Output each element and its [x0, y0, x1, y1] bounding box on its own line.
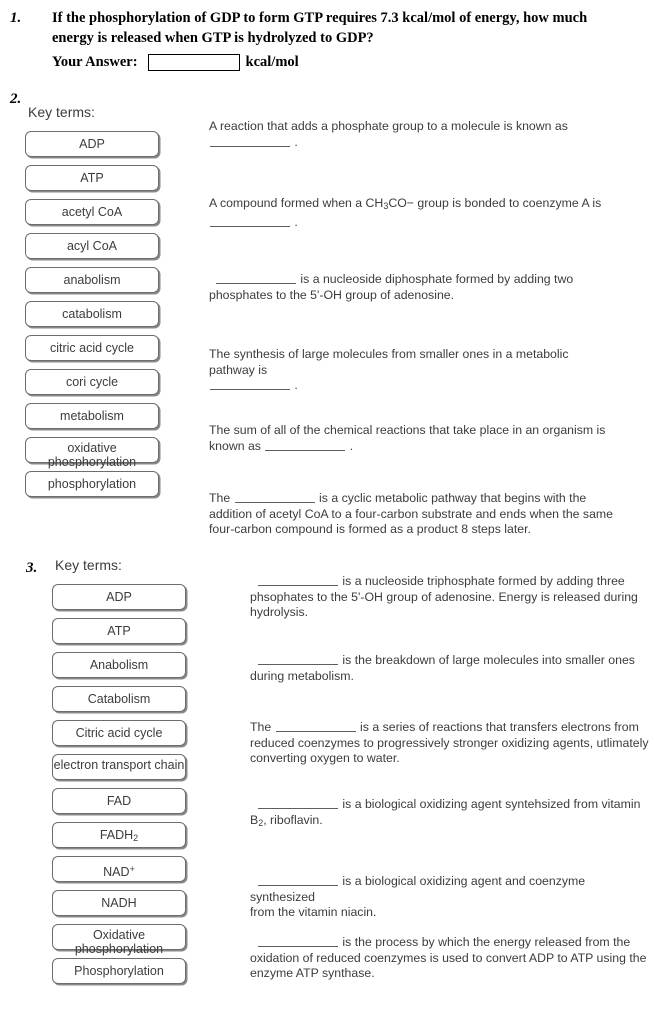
term-box[interactable]: anabolism — [25, 267, 159, 293]
question-2-number: 2. — [10, 91, 22, 107]
answer-blank[interactable] — [235, 491, 315, 503]
answer-unit-label: kcal/mol — [245, 54, 299, 70]
term-box[interactable]: Citric acid cycle — [52, 720, 186, 746]
answer-blank[interactable] — [258, 874, 338, 886]
term-box[interactable]: Anabolism — [52, 652, 186, 678]
question-2-prompt: The synthesis of large molecules from smaller ones in a metabolic pathway is . — [209, 347, 569, 392]
question-3-number: 3. — [26, 560, 38, 576]
term-box[interactable]: ATP — [25, 165, 159, 191]
answer-blank[interactable] — [210, 215, 290, 227]
answer-input[interactable] — [148, 54, 240, 71]
term-box[interactable]: Oxidative phosphorylation — [52, 924, 186, 950]
term-box[interactable]: oxidative phosphorylation — [25, 437, 159, 463]
question-2-prompt: A reaction that adds a phosphate group to a molecule is known as . — [209, 119, 568, 149]
term-box[interactable]: acyl CoA — [25, 233, 159, 259]
question-3-prompt: is the breakdown of large molecules into smaller ones during metabolism. — [250, 653, 635, 683]
question-1-text: If the phosphorylation of GDP to form GTP requires 7.3 kcal/mol of energy, how much energy is released when GTP is hydrolyzed to GDP? — [52, 10, 588, 46]
answer-blank[interactable] — [258, 935, 338, 947]
answer-blank[interactable] — [265, 439, 345, 451]
answer-blank[interactable] — [210, 135, 290, 147]
term-box[interactable]: ADP — [52, 584, 186, 610]
question-3-prompt: is the process by which the energy released from the oxidation of reduced coenzymes is used to convert ADP to ATP using the enzyme ATP synthase. — [250, 935, 647, 980]
answer-blank[interactable] — [258, 574, 338, 586]
question-3-prompt: is a nucleoside triphosphate formed by adding three phsophates to the 5'-OH group of adenosine. Energy is released during hydrolysis. — [250, 574, 638, 619]
term-box[interactable]: phosphorylation — [25, 471, 159, 497]
answer-blank[interactable] — [276, 720, 356, 732]
question-1-answer-row — [52, 54, 632, 71]
question-3-prompt: The is a series of reactions that transfers electrons from reduced coenzymes to progressively stronger oxidizing agents, utlimately converting oxygen to water. — [250, 720, 649, 765]
question-2-prompt: The sum of all of the chemical reactions that take place in an organism is known as . — [209, 423, 606, 453]
term-box[interactable]: FAD — [52, 788, 186, 814]
answer-blank[interactable] — [258, 797, 338, 809]
answer-blank[interactable] — [216, 272, 296, 284]
term-box[interactable]: Phosphorylation — [52, 958, 186, 984]
question-2-prompt: is a nucleoside diphosphate formed by adding two phosphates to the 5'-OH group of adenosine. — [209, 272, 574, 302]
your-answer-label: Your Answer: — [52, 54, 138, 70]
term-box[interactable]: NAD+ — [52, 856, 186, 882]
term-box[interactable]: Catabolism — [52, 686, 186, 712]
term-box[interactable]: NADH — [52, 890, 186, 916]
term-box[interactable]: citric acid cycle — [25, 335, 159, 361]
term-box[interactable]: cori cycle — [25, 369, 159, 395]
question-2-prompt: The is a cyclic metabolic pathway that begins with the addition of acetyl CoA to a four-carbon substrate and ends when the same four-carbon compound is formed as a product 8 steps later. — [209, 491, 613, 536]
term-box[interactable]: catabolism — [25, 301, 159, 327]
term-box[interactable]: acetyl CoA — [25, 199, 159, 225]
question-3-key-terms-label: Key terms: — [55, 557, 122, 573]
question-3-prompt: is a biological oxidizing agent and coenzyme synthesized from the vitamin niacin. — [250, 874, 586, 919]
question-2-key-terms-label: Key terms: — [28, 104, 95, 120]
question-3-term-list — [52, 584, 186, 992]
term-box[interactable]: ADP — [25, 131, 159, 157]
term-box[interactable]: $FADH_2$ — [52, 822, 186, 848]
question-1-block — [52, 8, 632, 71]
term-box[interactable]: ATP — [52, 618, 186, 644]
question-2-prompt: A compound formed when a $CH_3CO-$ group is bonded to coenzyme A is . — [209, 196, 602, 229]
term-box[interactable]: electron transport chain — [52, 754, 186, 780]
answer-blank[interactable] — [258, 653, 338, 665]
question-2-term-list — [25, 131, 159, 505]
answer-blank[interactable] — [210, 378, 290, 390]
term-box[interactable]: metabolism — [25, 403, 159, 429]
question-1-number: 1. — [10, 10, 22, 26]
question-3-prompt: is a biological oxidizing agent syntehsized from vitamin $B_2$, riboflavin. — [250, 797, 641, 828]
